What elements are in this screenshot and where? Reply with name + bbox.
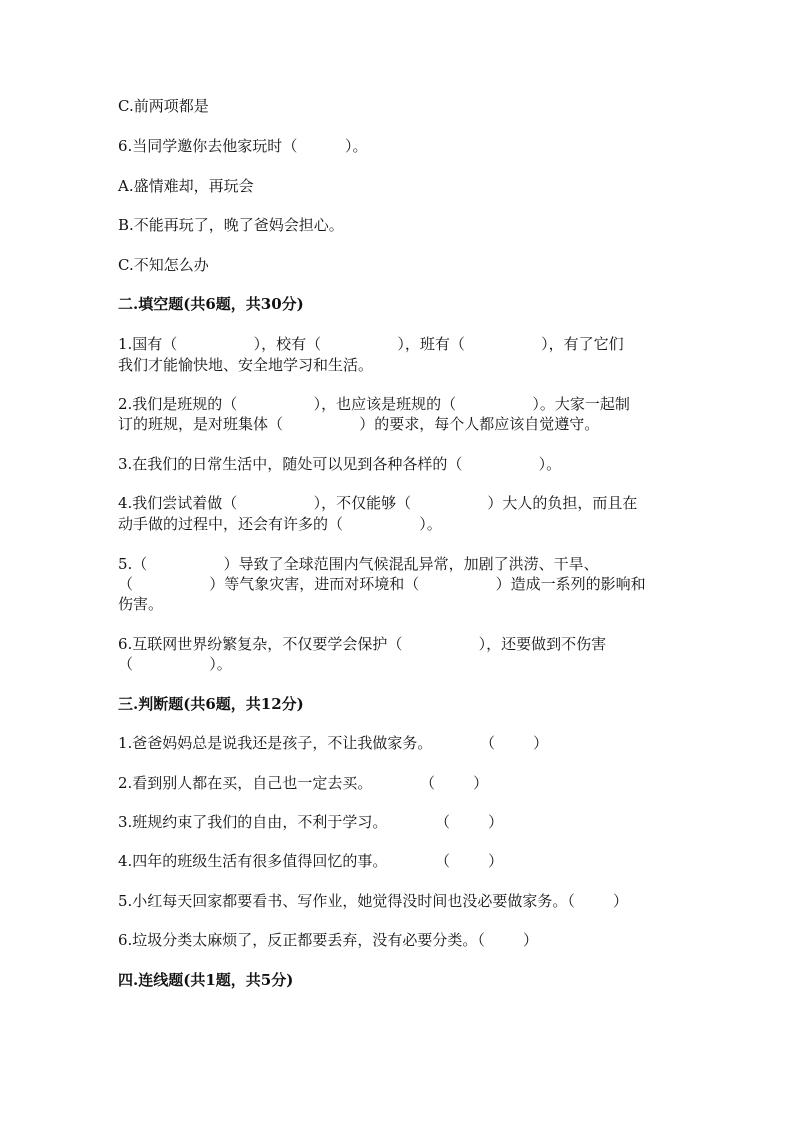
fill-q5-line3: 伤害。: [118, 595, 164, 613]
fill-q6-line1: 6.互联网世界纷繁复杂，不仅要学会保护（ ），还要做到不伤害: [118, 635, 607, 653]
judge-item-1: 1.爸爸妈妈总是说我还是孩子，不让我做家务。 （ ）: [118, 734, 549, 752]
fill-section-heading: 二.填空题(共6题，共30分): [118, 295, 304, 313]
fill-q6-line2: （ ）。: [118, 655, 232, 673]
fill-q1-line2: 我们才能愉快地、安全地学习和生活。: [118, 356, 374, 374]
judge-section-heading: 三.判断题(共6题，共12分): [118, 695, 304, 713]
q6-option-b: B.不能再玩了，晚了爸妈会担心。: [118, 216, 344, 234]
q6-option-a: A.盛情难却，再玩会: [118, 177, 254, 195]
judge-item-3: 3.班规约束了我们的自由，不利于学习。 （ ）: [118, 813, 504, 831]
judge-item-5: 5.小红每天回家都要看书、写作业，她觉得没时间也没必要做家务。（ ）: [118, 892, 628, 910]
q5-option-c: C.前两项都是: [118, 97, 209, 115]
q6-stem: 6.当同学邀你去他家玩时（ ）。: [118, 137, 368, 155]
fill-q2-line1: 2.我们是班规的（ ），也应该是班规的（ ）。大家一起制: [118, 395, 630, 413]
judge-item-4: 4.四年的班级生活有很多值得回忆的事。 （ ）: [118, 852, 504, 870]
fill-q4-line1: 4.我们尝试着做（ ），不仅能够（ ）大人的负担，而且在: [118, 494, 638, 512]
fill-q3-line1: 3.在我们的日常生活中，随处可以见到各种各样的（ ）。: [118, 455, 562, 473]
fill-q5-line2: （ ）等气象灾害，进而对环境和（ ）造成一系列的影响和: [118, 575, 646, 593]
judge-item-2: 2.看到别人都在买，自己也一定去买。 （ ）: [118, 774, 489, 792]
fill-q5-line1: 5.（ ）导致了全球范围内气候混乱异常，加剧了洪涝、干旱、: [118, 555, 599, 573]
q6-option-c: C.不知怎么办: [118, 256, 209, 274]
fill-q4-line2: 动手做的过程中，还会有许多的（ ）。: [118, 515, 442, 533]
judge-item-6: 6.垃圾分类太麻烦了，反正都要丢弃，没有必要分类。（ ）: [118, 931, 538, 949]
fill-q2-line2: 订的班规，是对班集体（ ）的要求，每个人都应该自觉遵守。: [118, 415, 600, 433]
fill-q1-line1: 1.国有（ ），校有（ ），班有（ ），有了它们: [118, 335, 624, 353]
match-section-heading: 四.连线题(共1题，共5分): [118, 971, 294, 989]
